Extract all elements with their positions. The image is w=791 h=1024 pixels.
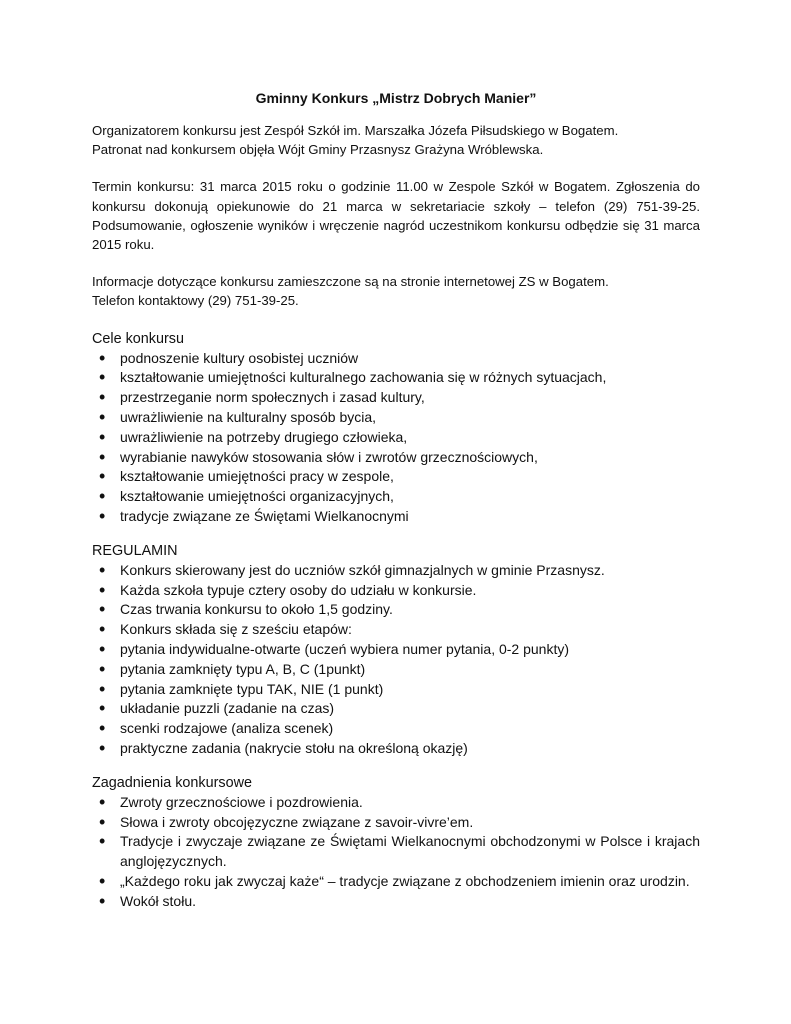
list-item: • Wokół stołu. — [92, 892, 700, 912]
list-item: • praktyczne zadania (nakrycie stołu na określoną okazję) — [92, 739, 700, 759]
topics-heading: Zagadnienia konkursowe — [92, 774, 252, 791]
intro-patronage: Patronat nad konkursem objęła Wójt Gminy Przasnysz Grażyna Wróblewska. — [92, 142, 544, 158]
document-title: Gminny Konkurs „Mistrz Dobrych Manier” — [255, 90, 537, 106]
topics-section — [92, 773, 700, 912]
termin-paragraph: Termin konkursu: 31 marca 2015 roku o godzinie 11.00 w Zespole Szkół w Bogatem. Zgłoszenia do konkursu dokonują opiekunowie do 21 marca w sekretariacie szkoły – telefon (29) 751-39-25. Podsumowanie, ogłoszenie wyników i wręczenie nagród uczestnikom konkursu odbędzie się 31 marca 2015 roku. — [92, 179, 700, 253]
info-phone: Telefon kontaktowy (29) 751-39-25. — [92, 293, 299, 309]
list-item: • układanie puzzli (zadanie na czas) — [92, 699, 700, 719]
list-item: • kształtowanie umiejętności kulturalnego zachowania się w różnych sytuacjach, — [92, 368, 700, 388]
list-item: • pytania indywidualne-otwarte (uczeń wybiera numer pytania, 0-2 punkty) — [92, 640, 700, 660]
rules-list — [92, 561, 700, 759]
list-item: • scenki rodzajowe (analiza scenek) — [92, 719, 700, 739]
list-item: • pytania zamknięte typu TAK, NIE (1 punkt) — [92, 680, 700, 700]
list-item: • uwrażliwienie na potrzeby drugiego człowieka, — [92, 428, 700, 448]
list-item: • Czas trwania konkursu to około 1,5 godziny. — [92, 600, 700, 620]
list-item: • Każda szkoła typuje cztery osoby do udziału w konkursie. — [92, 581, 700, 601]
list-item: • kształtowanie umiejętności organizacyjnych, — [92, 487, 700, 507]
list-item: • kształtowanie umiejętności pracy w zespole, — [92, 467, 700, 487]
goals-list — [92, 349, 700, 527]
topics-list — [92, 793, 700, 912]
goals-heading: Cele konkursu — [92, 330, 184, 347]
info-website: Informacje dotyczące konkursu zamieszczone są na stronie internetowej ZS w Bogatem. — [92, 274, 609, 290]
list-item: • Tradycje i zwyczaje związane ze Świętami Wielkanocnymi obchodzonymi w Polsce i krajach anglojęzycznych. — [92, 832, 700, 872]
list-item: • Konkurs składa się z sześciu etapów: — [92, 620, 700, 640]
intro-paragraph — [92, 121, 700, 159]
document-content — [92, 88, 700, 926]
rules-section — [92, 541, 700, 759]
list-item: • Słowa i zwroty obcojęzyczne związane z savoir-vivre’em. — [92, 813, 700, 833]
rules-heading: REGULAMIN — [92, 542, 178, 559]
list-item: • wyrabianie nawyków stosowania słów i zwrotów grzecznościowych, — [92, 448, 700, 468]
list-item: • uwrażliwienie na kulturalny sposób bycia, — [92, 408, 700, 428]
list-item: • podnoszenie kultury osobistej uczniów — [92, 349, 700, 369]
list-item: • Konkurs skierowany jest do uczniów szkół gimnazjalnych w gminie Przasnysz. — [92, 561, 700, 581]
list-item: • pytania zamknięty typu A, B, C (1punkt) — [92, 660, 700, 680]
intro-organizer: Organizatorem konkursu jest Zespół Szkół im. Marszałka Józefa Piłsudskiego w Bogatem. — [92, 123, 619, 138]
info-paragraph — [92, 272, 700, 310]
goals-section — [92, 329, 700, 527]
list-item: • „Każdego roku jak zwyczaj każe“ – tradycje związane z obchodzeniem imienin oraz urodzin. — [92, 872, 700, 892]
list-item: • Zwroty grzecznościowe i pozdrowienia. — [92, 793, 700, 813]
list-item: • przestrzeganie norm społecznych i zasad kultury, — [92, 388, 700, 408]
list-item: • tradycje związane ze Świętami Wielkanocnymi — [92, 507, 700, 527]
